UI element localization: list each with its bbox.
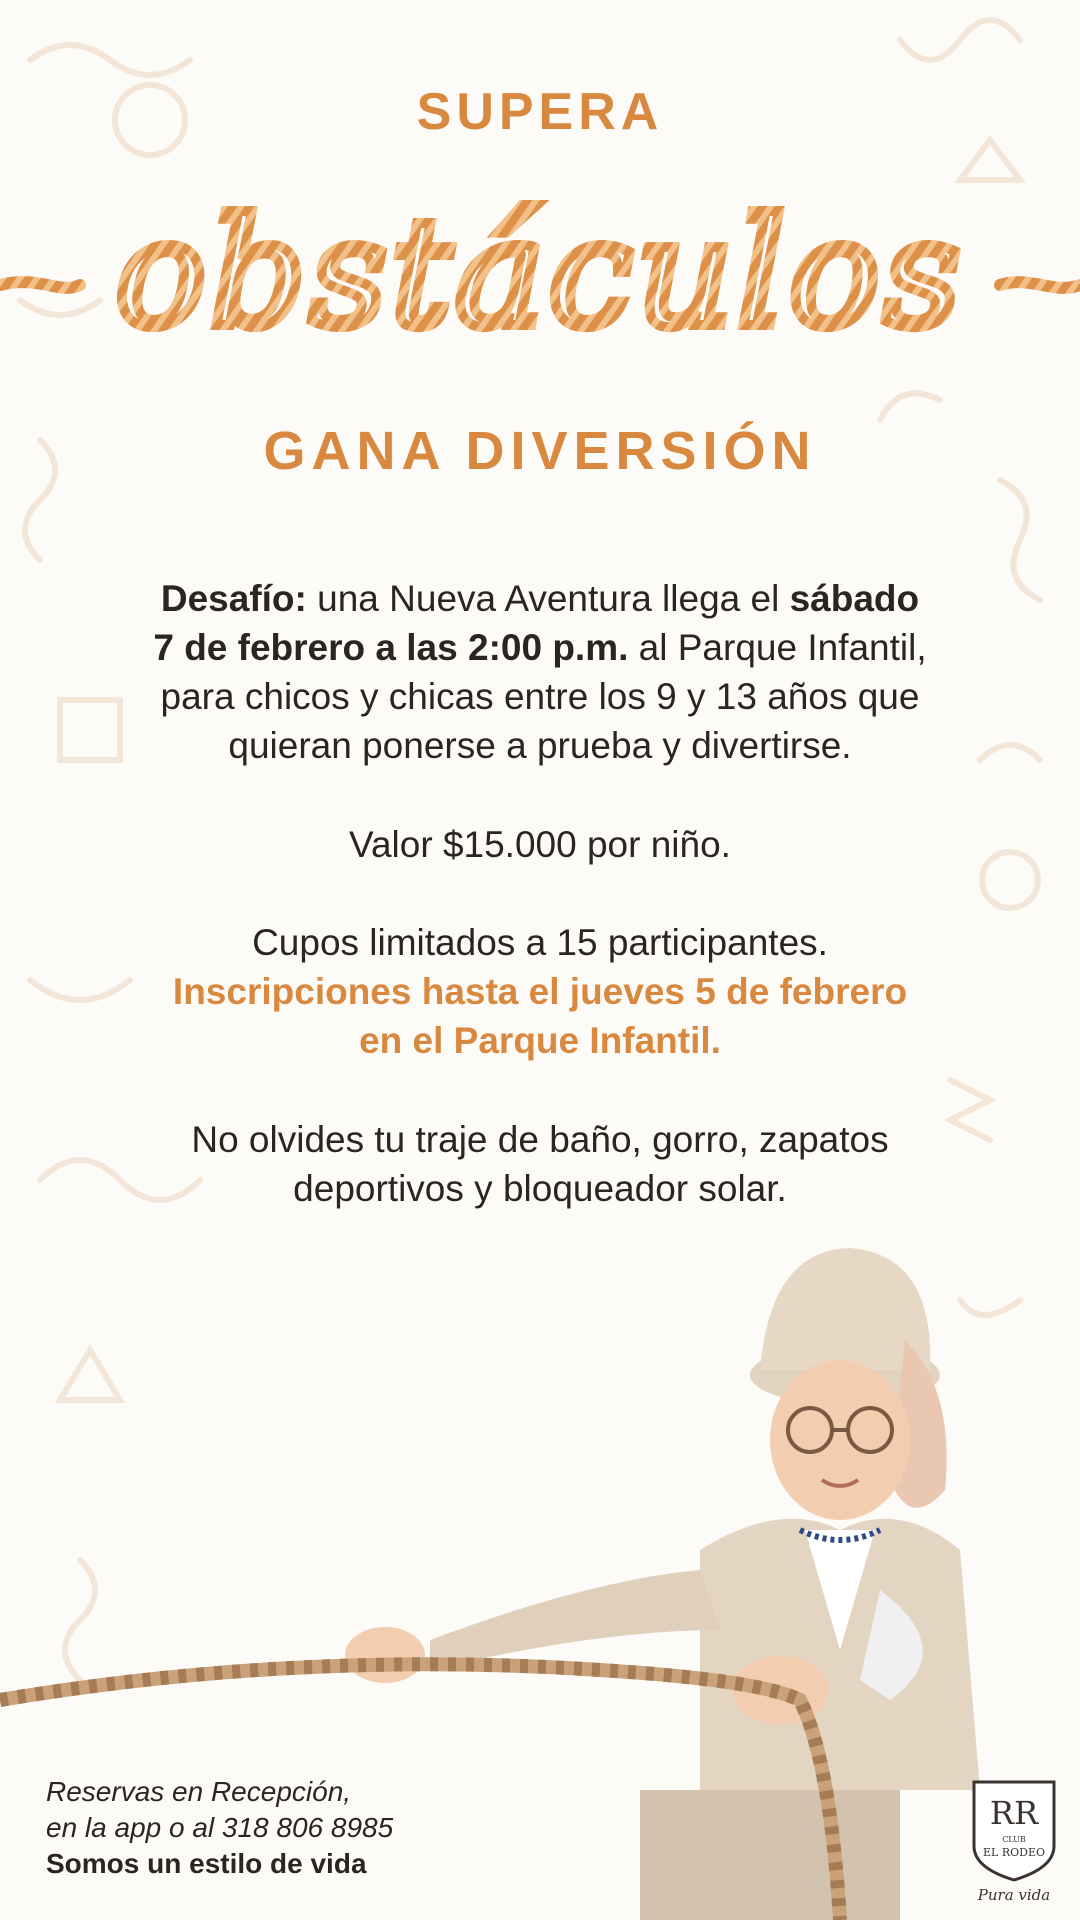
footer-line-2: en la app o al 318 806 8985 [46, 1812, 394, 1843]
headline-supera: SUPERA [416, 83, 664, 141]
reminder-line-1: No olvides tu traje de baño, gorro, zapatos [191, 1119, 889, 1160]
registration-deadline: Inscripciones hasta el jueves 5 de febrero [172, 971, 908, 1012]
logo-club: CLUB [1002, 1835, 1026, 1844]
challenge-text-2: al Parque Infantil, [628, 627, 927, 668]
challenge-date-time: 7 de febrero a las 2:00 p.m. [153, 627, 629, 668]
footer-line-1: Reservas en Recepción, [46, 1776, 352, 1807]
obstaculos-script-text: obstáculos [115, 187, 965, 361]
cupos-paragraph [60, 918, 1020, 1065]
logo-monogram: RR [989, 1794, 1039, 1832]
reminder-line-2: deportivos y bloqueador solar. [293, 1168, 787, 1209]
logo-name: EL RODEO [983, 1846, 1045, 1859]
obstaculos-rope-lettering [0, 155, 1080, 385]
challenge-text-4: quieran ponerse a prueba y divertirse. [228, 725, 852, 766]
footer-contact [46, 1774, 393, 1882]
price-text: Valor $15.000 por niño. [349, 824, 731, 865]
headline-gana-diversion: GANA DIVERSIÓN [263, 421, 817, 481]
challenge-paragraph [60, 574, 1020, 770]
challenge-day: sábado [789, 578, 920, 619]
logo-tagline: Pura vida [977, 1886, 1051, 1904]
footer-slogan: Somos un estilo de vida [46, 1848, 367, 1879]
registration-place: en el Parque Infantil. [359, 1020, 721, 1061]
cupos-limit: Cupos limitados a 15 participantes. [252, 922, 828, 963]
reminder-paragraph [60, 1115, 1020, 1213]
club-el-rodeo-logo [966, 1776, 1062, 1908]
challenge-text-1: una Nueva Aventura llega el [306, 578, 790, 619]
challenge-label: Desafío: [160, 578, 307, 619]
challenge-text-3: para chicos y chicas entre los 9 y 13 años que [160, 676, 920, 717]
